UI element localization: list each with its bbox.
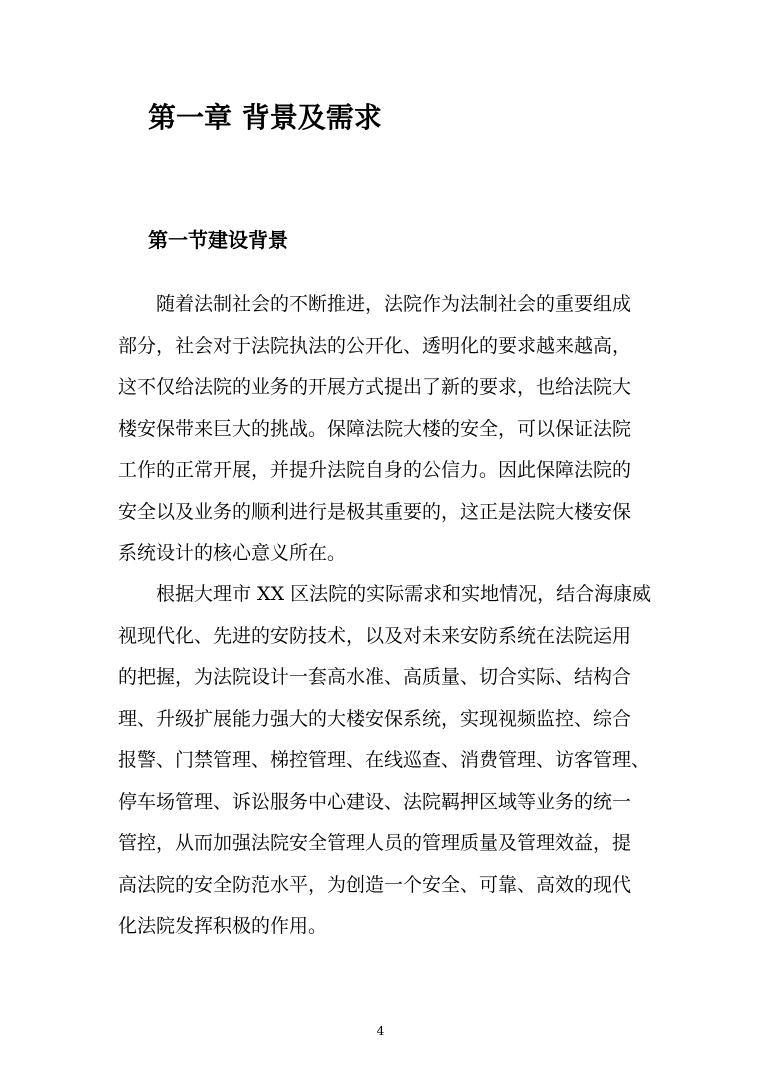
paragraph-1 — [118, 284, 648, 575]
paragraph-line: 理、升级扩展能力强大的大楼安保系统，实现视频监控、综合 — [118, 707, 632, 730]
chapter-title: 第一章 背景及需求 — [148, 101, 382, 134]
section-title: 第一节建设背景 — [148, 228, 288, 252]
paragraph-line: 系统设计的核心意义所在。 — [118, 542, 347, 564]
paragraph-line: 管控，从而加强法院安全管理人员的管理质量及管理效益，提 — [118, 832, 632, 854]
paragraph-line: 这不仅给法院的业务的开展方式提出了新的要求，也给法院大 — [118, 376, 632, 398]
paragraph-line: 部分，社会对于法院执法的公开化、透明化的要求越来越高， — [118, 334, 632, 357]
page-number: 4 — [376, 1024, 385, 1038]
paragraph-line: 根据大理市 XX 区法院的实际需求和实地情况，结合海康威 — [156, 583, 652, 605]
paragraph-line: 化法院发挥积极的作用。 — [118, 915, 328, 937]
paragraph-line: 视现代化、先进的安防技术，以及对未来安防系统在法院运用 — [118, 624, 632, 647]
paragraph-line: 楼安保带来巨大的挑战。保障法院大楼的安全，可以保证法院 — [118, 417, 632, 440]
paragraph-2 — [118, 574, 652, 948]
paragraph-line: 高法院的安全防范水平，为创造一个安全、可靠、高效的现代 — [118, 873, 632, 896]
paragraph-line: 停车场管理、诉讼服务中心建设、法院羁押区域等业务的统一 — [118, 790, 632, 813]
paragraph-line: 安全以及业务的顺利进行是极其重要的，这正是法院大楼安保 — [118, 500, 632, 523]
paragraph-line: 工作的正常开展，并提升法院自身的公信力。因此保障法院的 — [118, 459, 632, 481]
paragraph-line: 随着法制社会的不断推进，法院作为法制社会的重要组成 — [156, 293, 632, 315]
paragraph-line: 报警、门禁管理、梯控管理、在线巡查、消费管理、访客管理、 — [118, 749, 651, 771]
paragraph-line: 的把握，为法院设计一套高水准、高质量、切合实际、结构合 — [118, 666, 632, 688]
